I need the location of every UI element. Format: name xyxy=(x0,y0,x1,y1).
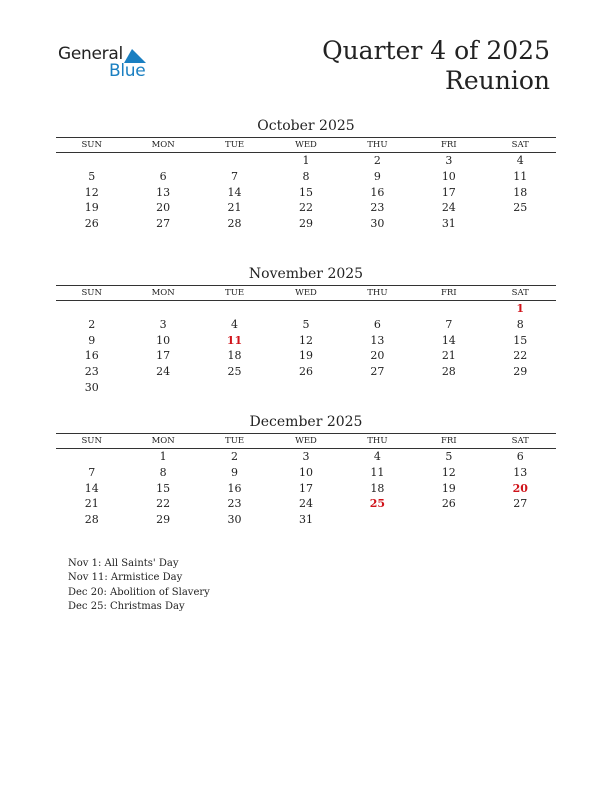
day-cell: 17 xyxy=(298,481,313,495)
day-cell: 19 xyxy=(84,201,99,215)
day-cell: 5 xyxy=(302,317,310,331)
day-cell: 2 xyxy=(88,317,96,331)
month-calendar-october xyxy=(56,117,556,232)
weekday-label: WED xyxy=(295,140,317,150)
month-title: November 2025 xyxy=(248,266,364,282)
week-row xyxy=(56,185,556,201)
page-title xyxy=(322,36,550,96)
week-row xyxy=(56,481,556,497)
month-grid xyxy=(56,449,556,528)
day-cell: 7 xyxy=(88,465,96,479)
month-calendar-november xyxy=(56,265,556,396)
day-cell: 12 xyxy=(298,333,313,347)
weekday-label: TUE xyxy=(225,436,245,446)
weekday-label: TUE xyxy=(225,140,245,150)
day-cell: 21 xyxy=(441,349,456,363)
empty-day-cell xyxy=(270,301,341,317)
day-cell: 9 xyxy=(231,465,239,479)
day-cell: 22 xyxy=(156,497,171,511)
day-cell: 6 xyxy=(159,169,167,183)
day-cell: 4 xyxy=(373,450,381,463)
week-row xyxy=(56,496,556,512)
day-cell: 29 xyxy=(156,513,171,527)
day-cell: 24 xyxy=(156,365,171,379)
week-row xyxy=(56,301,556,317)
weekday-label: FRI xyxy=(440,436,457,446)
empty-day-cell xyxy=(199,301,270,317)
weekday-header xyxy=(56,433,556,449)
day-cell: 3 xyxy=(445,154,453,167)
empty-day-cell xyxy=(413,512,484,528)
weekday-label: FRI xyxy=(440,140,457,150)
weekday-label: SUN xyxy=(81,288,102,298)
day-cell: 24 xyxy=(441,201,456,215)
day-cell: 2 xyxy=(231,450,239,463)
day-cell: 3 xyxy=(302,450,310,463)
week-row xyxy=(56,364,556,380)
day-cell: 10 xyxy=(298,465,313,479)
empty-day-cell xyxy=(413,301,484,317)
empty-day-cell xyxy=(485,216,556,232)
weekday-label: SAT xyxy=(511,436,529,446)
weekday-label: TUE xyxy=(225,288,245,298)
day-cell: 14 xyxy=(227,185,242,199)
day-cell: 16 xyxy=(370,185,385,199)
day-cell: 27 xyxy=(156,217,171,231)
day-cell: 8 xyxy=(516,317,524,331)
holiday-item: Nov 11: Armistice Day xyxy=(68,572,183,584)
day-cell: 30 xyxy=(370,217,385,231)
day-cell: 20 xyxy=(370,349,385,363)
weekday-label: SAT xyxy=(511,288,529,298)
weekday-label: SUN xyxy=(81,140,102,150)
day-cell: 13 xyxy=(156,185,171,199)
day-cell: 19 xyxy=(298,349,313,363)
weekday-label: WED xyxy=(295,436,317,446)
day-cell: 13 xyxy=(513,465,528,479)
empty-day-cell xyxy=(127,153,198,169)
empty-day-cell xyxy=(342,380,413,396)
weekday-label: FRI xyxy=(440,288,457,298)
day-cell: 12 xyxy=(84,185,99,199)
day-cell: 7 xyxy=(231,169,239,183)
month-grid xyxy=(56,301,556,396)
day-cell: 30 xyxy=(84,380,99,394)
holiday-day-cell: 20 xyxy=(512,481,528,495)
day-cell: 15 xyxy=(156,481,171,495)
empty-day-cell xyxy=(56,301,127,317)
day-cell: 26 xyxy=(298,365,313,379)
day-cell: 26 xyxy=(84,217,99,231)
logo-text-blue: Blue xyxy=(109,61,146,81)
empty-day-cell xyxy=(485,380,556,396)
day-cell: 21 xyxy=(84,497,99,511)
day-cell: 9 xyxy=(88,333,96,347)
empty-day-cell xyxy=(270,380,341,396)
day-cell: 14 xyxy=(84,481,99,495)
day-cell: 31 xyxy=(441,217,456,231)
holiday-item: Dec 20: Abolition of Slavery xyxy=(68,586,210,598)
day-cell: 25 xyxy=(513,201,528,215)
day-cell: 23 xyxy=(227,497,242,511)
day-cell: 20 xyxy=(156,201,171,215)
holiday-day-cell: 25 xyxy=(369,497,386,511)
day-cell: 18 xyxy=(227,349,242,363)
day-cell: 28 xyxy=(441,365,456,379)
day-cell: 31 xyxy=(298,513,313,527)
holiday-day-cell: 11 xyxy=(226,333,243,347)
day-cell: 28 xyxy=(227,217,242,231)
weekday-label: MON xyxy=(151,436,175,446)
week-row xyxy=(56,317,556,333)
weekday-label: THU xyxy=(367,140,388,150)
empty-day-cell xyxy=(342,301,413,317)
day-cell: 25 xyxy=(227,365,242,379)
day-cell: 6 xyxy=(516,450,524,463)
empty-day-cell xyxy=(127,301,198,317)
day-cell: 14 xyxy=(441,333,456,347)
day-cell: 15 xyxy=(513,333,528,347)
day-cell: 5 xyxy=(445,450,453,463)
day-cell: 2 xyxy=(373,154,381,167)
weekday-label: THU xyxy=(367,288,388,298)
week-row xyxy=(56,348,556,364)
day-cell: 23 xyxy=(370,201,385,215)
day-cell: 11 xyxy=(513,169,528,183)
month-calendar-december xyxy=(56,413,556,528)
weekday-header xyxy=(56,285,556,301)
holiday-item: Dec 25: Christmas Day xyxy=(68,600,185,612)
day-cell: 1 xyxy=(302,154,310,167)
logo-text-general: General xyxy=(58,44,123,64)
day-cell: 19 xyxy=(441,481,456,495)
day-cell: 5 xyxy=(88,169,96,183)
day-cell: 1 xyxy=(159,450,167,463)
day-cell: 3 xyxy=(159,317,167,331)
week-row xyxy=(56,465,556,481)
week-row xyxy=(56,449,556,465)
weekday-label: SAT xyxy=(511,140,529,150)
day-cell: 11 xyxy=(370,465,385,479)
month-title: December 2025 xyxy=(249,414,363,430)
day-cell: 26 xyxy=(441,497,456,511)
month-title: October 2025 xyxy=(257,118,355,134)
week-row xyxy=(56,333,556,349)
holiday-item: Nov 1: All Saints' Day xyxy=(68,558,179,569)
day-cell: 7 xyxy=(445,317,453,331)
generalblue-logo xyxy=(58,44,158,82)
day-cell: 8 xyxy=(159,465,167,479)
day-cell: 10 xyxy=(156,333,171,347)
holiday-list xyxy=(68,557,210,614)
day-cell: 28 xyxy=(84,513,99,527)
weekday-header xyxy=(56,137,556,153)
day-cell: 27 xyxy=(370,365,385,379)
day-cell: 24 xyxy=(298,497,313,511)
day-cell: 15 xyxy=(298,185,313,199)
day-cell: 13 xyxy=(370,333,385,347)
weekday-label: MON xyxy=(151,288,175,298)
day-cell: 29 xyxy=(513,365,528,379)
day-cell: 22 xyxy=(513,349,528,363)
day-cell: 29 xyxy=(298,217,313,231)
day-cell: 17 xyxy=(156,349,171,363)
day-cell: 21 xyxy=(227,201,242,215)
day-cell: 16 xyxy=(227,481,242,495)
day-cell: 30 xyxy=(227,513,242,527)
day-cell: 16 xyxy=(84,349,99,363)
day-cell: 18 xyxy=(513,185,528,199)
empty-day-cell xyxy=(485,512,556,528)
day-cell: 4 xyxy=(516,154,524,167)
holiday-day-cell: 1 xyxy=(516,302,525,315)
month-grid xyxy=(56,153,556,232)
week-row xyxy=(56,512,556,528)
weekday-label: MON xyxy=(151,140,175,150)
day-cell: 12 xyxy=(441,465,456,479)
day-cell: 18 xyxy=(370,481,385,495)
empty-day-cell xyxy=(199,153,270,169)
day-cell: 10 xyxy=(441,169,456,183)
day-cell: 8 xyxy=(302,169,310,183)
day-cell: 9 xyxy=(373,169,381,183)
week-row xyxy=(56,200,556,216)
week-row xyxy=(56,169,556,185)
quarter-title: Quarter 4 of 2025 xyxy=(322,36,550,65)
region-title: Reunion xyxy=(445,66,550,95)
empty-day-cell xyxy=(127,380,198,396)
empty-day-cell xyxy=(413,380,484,396)
day-cell: 27 xyxy=(513,497,528,511)
empty-day-cell xyxy=(199,380,270,396)
day-cell: 23 xyxy=(84,365,99,379)
day-cell: 22 xyxy=(298,201,313,215)
empty-day-cell xyxy=(56,153,127,169)
day-cell: 6 xyxy=(373,317,381,331)
empty-day-cell xyxy=(342,512,413,528)
empty-day-cell xyxy=(56,449,127,465)
week-row xyxy=(56,380,556,396)
week-row xyxy=(56,153,556,169)
day-cell: 4 xyxy=(231,317,239,331)
day-cell: 17 xyxy=(441,185,456,199)
weekday-label: THU xyxy=(367,436,388,446)
week-row xyxy=(56,216,556,232)
weekday-label: WED xyxy=(295,288,317,298)
weekday-label: SUN xyxy=(81,436,102,446)
